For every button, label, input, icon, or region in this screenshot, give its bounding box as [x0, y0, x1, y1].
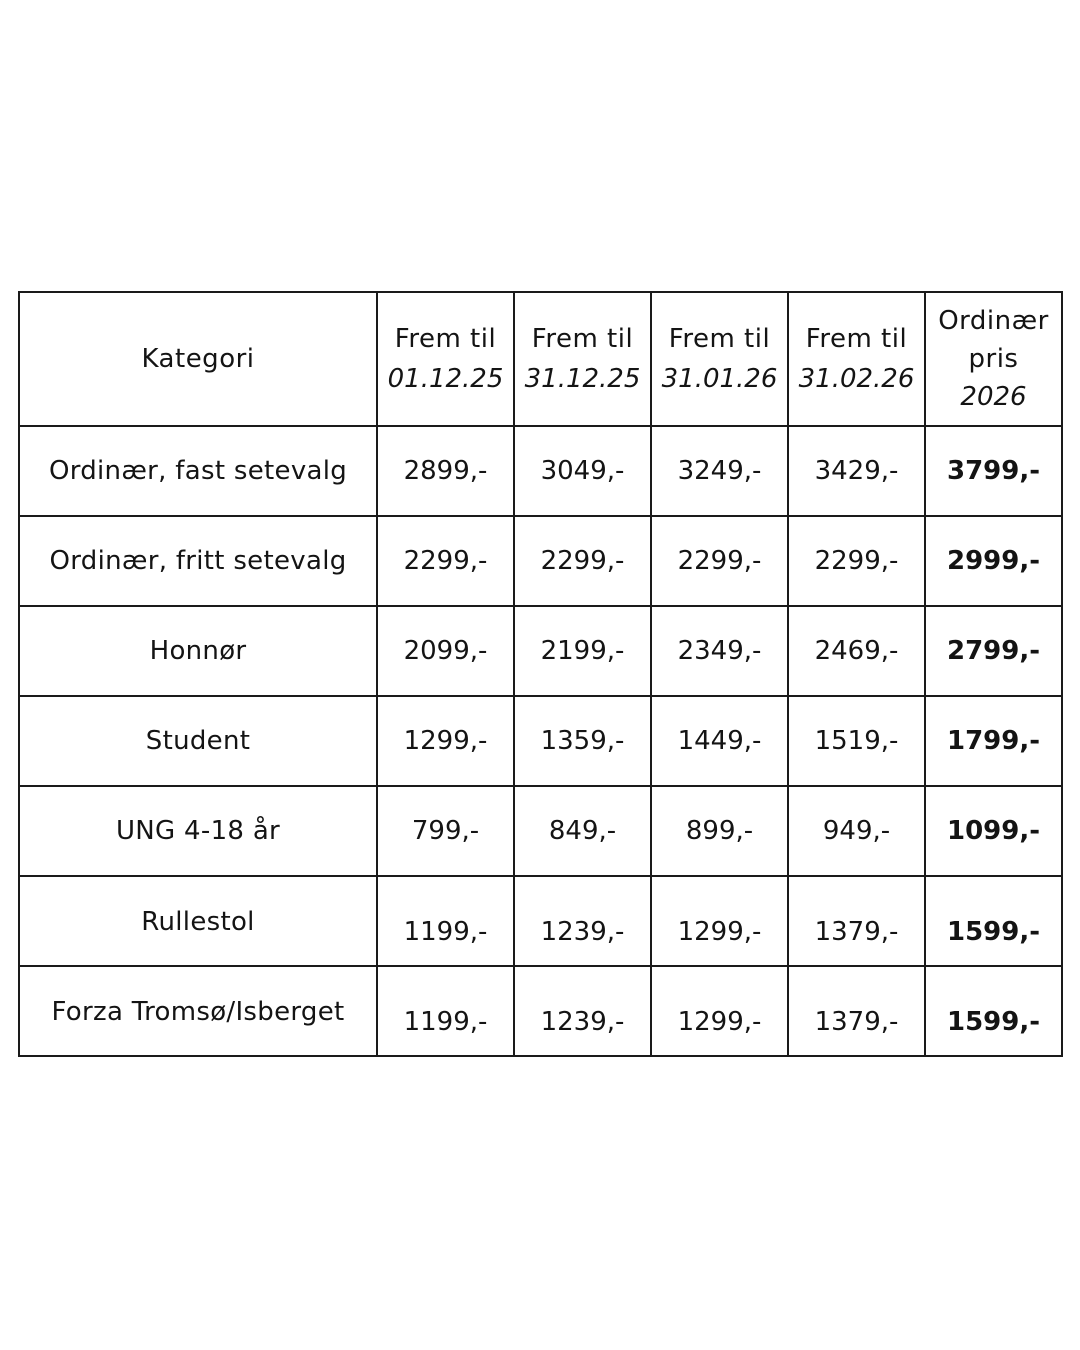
- category-cell: Forza Tromsø/Isberget: [19, 966, 377, 1056]
- ordinary-price-cell: 2799,-: [925, 606, 1062, 696]
- header-period-label: Frem til: [668, 324, 771, 354]
- header-ordinary-label: Ordinær: [938, 306, 1049, 336]
- header-period-label: Frem til: [531, 324, 634, 354]
- price-table: [18, 291, 1063, 1057]
- price-cell: 1299,-: [651, 966, 788, 1056]
- category-cell: Student: [19, 696, 377, 786]
- header-ordinary-year: 2026: [960, 382, 1027, 412]
- price-cell: 2349,-: [651, 606, 788, 696]
- price-cell: 1299,-: [377, 696, 514, 786]
- category-cell: Rullestol: [19, 876, 377, 966]
- price-cell: 1299,-: [651, 876, 788, 966]
- table-row: [19, 966, 1062, 1056]
- price-cell: 1379,-: [788, 966, 925, 1056]
- category-cell: Ordinær, fast setevalg: [19, 426, 377, 516]
- price-cell: 2469,-: [788, 606, 925, 696]
- table-row: [19, 876, 1062, 966]
- table-row: [19, 786, 1062, 876]
- price-cell: 899,-: [651, 786, 788, 876]
- price-cell: 1359,-: [514, 696, 651, 786]
- price-cell: 799,-: [377, 786, 514, 876]
- price-cell: 2299,-: [788, 516, 925, 606]
- ordinary-price-cell: 3799,-: [925, 426, 1062, 516]
- price-cell: 1239,-: [514, 876, 651, 966]
- price-cell: 3249,-: [651, 426, 788, 516]
- header-ordinary-price: [925, 292, 1062, 426]
- header-period-label: Frem til: [394, 324, 497, 354]
- category-cell: Honnør: [19, 606, 377, 696]
- table-row: [19, 516, 1062, 606]
- ordinary-price-cell: 1599,-: [925, 876, 1062, 966]
- header-period-3: [651, 292, 788, 426]
- header-period-label: Frem til: [805, 324, 908, 354]
- header-period-date: 31.01.26: [661, 364, 778, 394]
- price-cell: 1449,-: [651, 696, 788, 786]
- price-cell: 1239,-: [514, 966, 651, 1056]
- header-period-1: [377, 292, 514, 426]
- ordinary-price-cell: 1599,-: [925, 966, 1062, 1056]
- price-cell: 3049,-: [514, 426, 651, 516]
- price-cell: 2199,-: [514, 606, 651, 696]
- price-cell: 1199,-: [377, 966, 514, 1056]
- price-cell: 2899,-: [377, 426, 514, 516]
- ordinary-price-cell: 2999,-: [925, 516, 1062, 606]
- ordinary-price-cell: 1099,-: [925, 786, 1062, 876]
- header-period-date: 01.12.25: [387, 364, 504, 394]
- price-cell: 1519,-: [788, 696, 925, 786]
- price-cell: 1379,-: [788, 876, 925, 966]
- header-period-4: [788, 292, 925, 426]
- category-cell: Ordinær, fritt setevalg: [19, 516, 377, 606]
- table-row: [19, 696, 1062, 786]
- header-period-date: 31.12.25: [524, 364, 641, 394]
- price-cell: 2099,-: [377, 606, 514, 696]
- header-ordinary-sublabel: pris: [968, 344, 1019, 374]
- table-row: [19, 606, 1062, 696]
- price-cell: 949,-: [788, 786, 925, 876]
- price-cell: 849,-: [514, 786, 651, 876]
- header-period-date: 31.02.26: [798, 364, 915, 394]
- price-cell: 3429,-: [788, 426, 925, 516]
- category-cell: UNG 4-18 år: [19, 786, 377, 876]
- ordinary-price-cell: 1799,-: [925, 696, 1062, 786]
- table-row: [19, 426, 1062, 516]
- price-cell: 1199,-: [377, 876, 514, 966]
- header-category: Kategori: [19, 292, 377, 426]
- header-period-2: [514, 292, 651, 426]
- table-header-row: [19, 292, 1062, 426]
- price-cell: 2299,-: [377, 516, 514, 606]
- price-cell: 2299,-: [651, 516, 788, 606]
- price-cell: 2299,-: [514, 516, 651, 606]
